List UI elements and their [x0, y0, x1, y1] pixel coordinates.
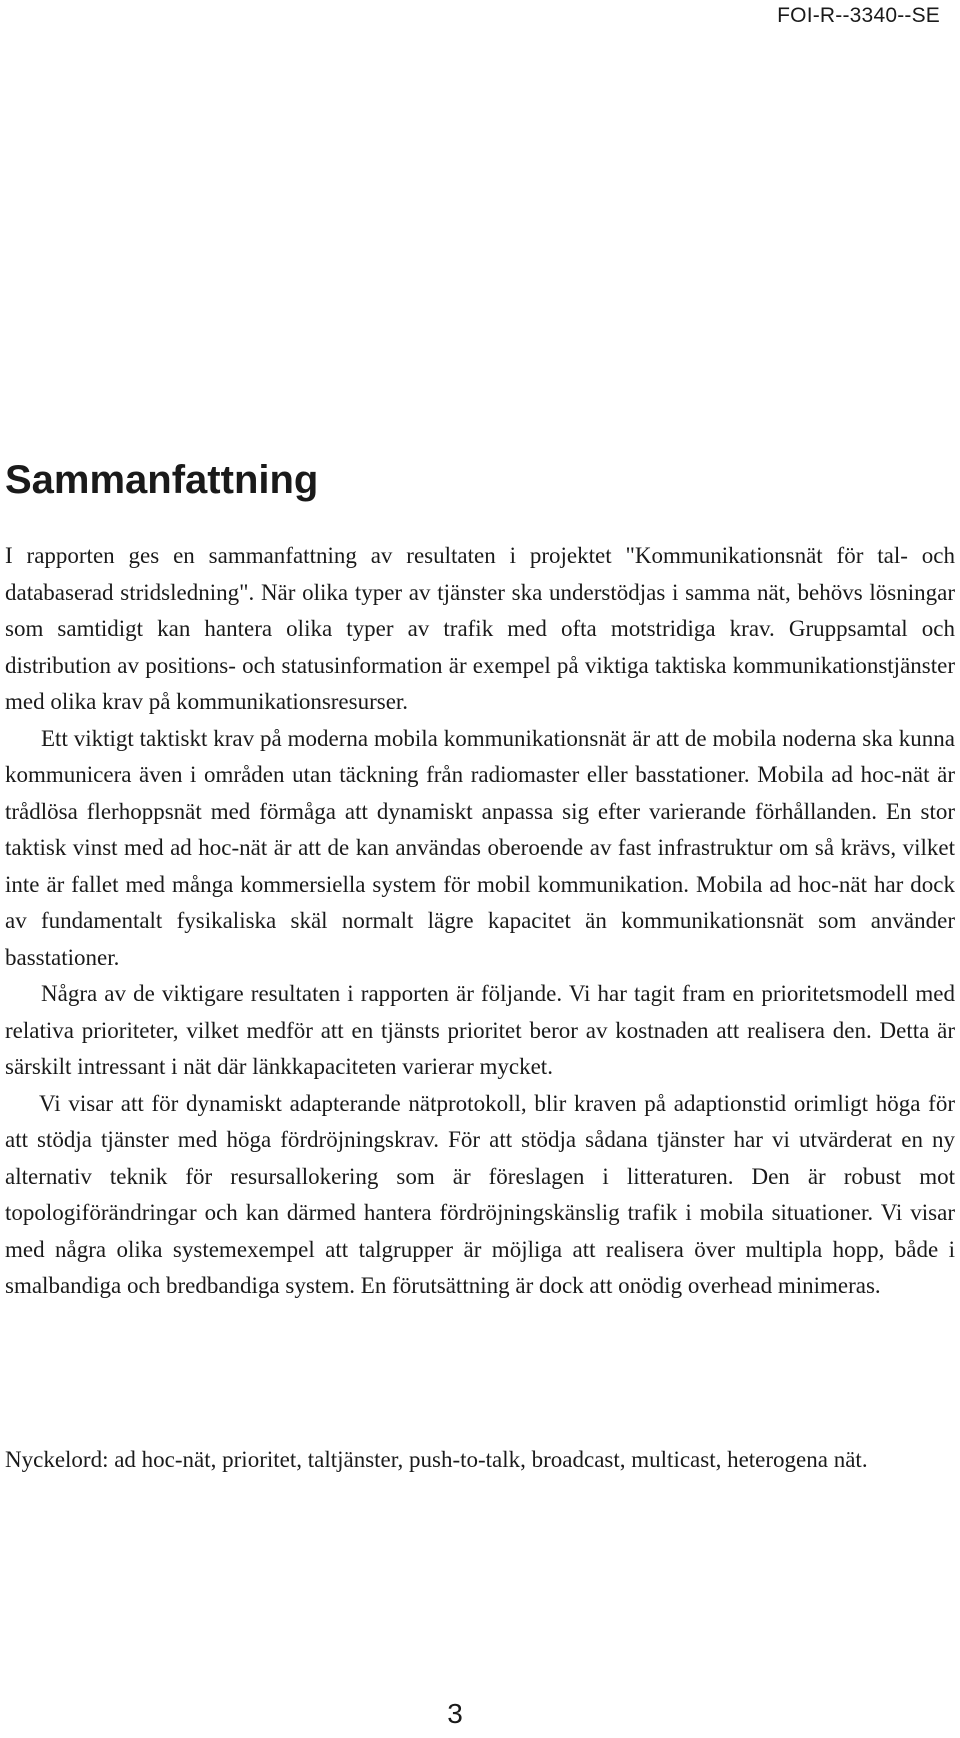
paragraph: Ett viktigt taktiskt krav på moderna mobila kommunikationsnät är att de mobila noderna ska kunna kommunicera även i områden utan täckning från radiomaster eller basstationer. Mobila ad hoc-nät är trådlösa flerhoppsnät med förmåga att dynamiskt anpassa sig efter varierande förhållanden. En stor taktisk vinst med ad hoc-nät är att de kan användas oberoende av fast infrastruktur om så krävs, vilket inte är fallet med många kommersiella system för mobil kommunikation. Mobila ad hoc-nät har dock av fundamentalt fysikaliska skäl normalt lägre kapacitet än kommunikationsnät som använder basstationer. — [5, 725, 955, 970]
paragraph: Vi visar att för dynamiskt adapterande nätprotokoll, blir kraven på adaptionstid orimligt höga för att stödja tjänster med höga fördröjningskrav. För att stödja sådana tjänster har vi utvärderat en ny alternativ teknik för resursallokering som är föreslagen i litteraturen. Den är robust mot topologiförändringar och kan därmed hantera fördröjningskänslig trafik i mobila situationer. Vi visar med några olika systemexempel att talgrupper är möjliga att realisera över multipla hopp, både i smalbandiga och bredbandiga system. En förutsättning är dock att onödig overhead minimeras. — [5, 1090, 955, 1298]
paragraph: I rapporten ges en sammanfattning av resultaten i projektet "Kommunikationsnät för tal- och databaserad stridsledning". När olika typer av tjänster ska understödjas i samma nät, behövs lösningar som samtidigt kan hantera olika typer av trafik med ofta motstridiga krav. Gruppsamtal och distribution av positions- och statusinformation är exempel på viktiga taktiska kommunikationstjänster med olika krav på kommunikationsresurser. — [5, 543, 955, 714]
page-number: 3 — [447, 1698, 463, 1729]
report-id: FOI-R--3340--SE — [777, 4, 940, 27]
keywords: Nyckelord: ad hoc-nät, prioritet, taltjänster, push-to-talk, broadcast, multicast, heterogena nät. — [5, 1447, 868, 1472]
paragraph: Några av de viktigare resultaten i rapporten är följande. Vi har tagit fram en prioritetsmodell med relativa prioriteter, vilket medför att en tjänsts prioritet beror av kostnaden att realisera den. Detta är särskilt intressant i nät där länkkapaciteten varierar mycket. — [5, 981, 955, 1079]
summary-body — [5, 538, 955, 1305]
section-title: Sammanfattning — [5, 458, 319, 502]
